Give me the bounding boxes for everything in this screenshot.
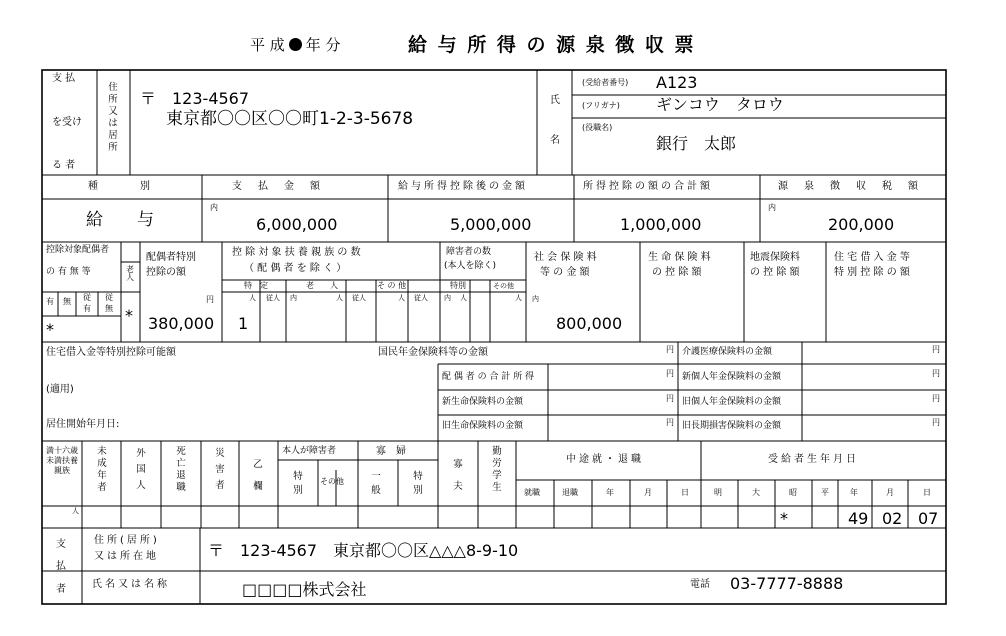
value-tokutei: 1	[238, 314, 249, 333]
header-life-2: の 控 除 額	[652, 267, 702, 278]
payer-tel: 03-7777-8888	[730, 574, 844, 593]
other-junin: 従人	[414, 294, 428, 302]
header-self-disabled: 本人が障害者	[282, 446, 337, 456]
title-era: 平 成 年 分	[250, 36, 341, 54]
spouse-income-yen: 円	[666, 369, 674, 378]
header-tokutei: 特 定	[244, 281, 268, 290]
spouse-ari: 有	[46, 297, 54, 306]
payer-label-3: 者	[56, 584, 66, 595]
birth-month: 02	[882, 509, 903, 528]
new-pension-yen: 円	[932, 369, 940, 378]
header-dependents-1: 控 除 対 象 扶 養 親 族 の 数	[232, 247, 361, 258]
payer-name-label: 氏名又は名称	[92, 579, 170, 590]
payer-tel-label: 電話	[690, 579, 710, 590]
header-life-1: 生 命 保 険 料	[648, 252, 711, 263]
tax-uchi: 内	[768, 203, 776, 212]
header-minor: 未成年者	[97, 446, 107, 493]
start-date-label: 居住開始年月日:	[46, 419, 120, 430]
header-midyear: 中途就・退職	[566, 454, 644, 465]
header-withholding: 源 泉 徴 収 税 額	[778, 181, 921, 192]
tekiyo-label: (適用)	[46, 384, 74, 395]
header-heisei: 平	[821, 488, 829, 497]
header-quake-2: の 控 除 額	[750, 267, 800, 278]
showa-mark: *	[780, 509, 788, 528]
old-pension-label: 旧個人年金保険料の金額	[682, 397, 782, 407]
page-title: 給 与 所 得 の 源 泉 徴 収 票	[408, 34, 696, 56]
old-long-label: 旧長期損害保険料の金額	[682, 421, 782, 431]
recipient-label-bot: る 者	[52, 160, 76, 171]
rojin-uchi: 内	[290, 294, 297, 302]
header-disabled-2: (本人を除く)	[444, 261, 497, 271]
header-widow-ippan: 一般	[371, 471, 381, 496]
header-spouse-2: の 有 無 等	[46, 267, 91, 277]
header-birth-day: 日	[923, 488, 931, 497]
new-life-label: 新生命保険料の金額	[442, 397, 524, 407]
birth-year: 49	[848, 509, 869, 528]
header-disabled-1: 障害者の数	[446, 247, 492, 257]
header-house-2: 特 別 控 除 の 額	[834, 267, 910, 278]
header-birth-year: 年	[850, 488, 858, 497]
value-spouse-special: 380,000	[148, 314, 215, 333]
header-dis-tokubetsu: 特別	[450, 281, 466, 290]
header-widow: 寡 婦	[376, 446, 406, 457]
housing-possible-label: 住宅借入金等特別控除可能額	[46, 347, 176, 358]
tokutei-nin: 人	[249, 294, 256, 302]
header-meiji: 明	[714, 488, 722, 497]
era-year-dot	[289, 38, 302, 51]
recipient-label-top: 支 払	[52, 73, 76, 84]
ju-nashi: 従無	[105, 293, 113, 313]
header-birth-month: 月	[886, 488, 894, 497]
social-uchi: 内	[532, 295, 539, 303]
value-social: 800,000	[556, 314, 623, 333]
payment-uchi: 内	[210, 203, 218, 212]
header-mid-month: 月	[644, 488, 652, 497]
header-shushoku: 就職	[524, 488, 540, 497]
header-self-tokubetsu: 特別	[293, 471, 303, 496]
recipient-id-label: (受給者番号)	[582, 78, 629, 87]
recipient-id-value: A123	[656, 73, 698, 92]
name-label-1: 氏	[550, 95, 560, 106]
header-foreign: 外国人	[136, 448, 146, 491]
furigana-value: ギンコウ タロウ	[656, 95, 784, 114]
value-withholding: 200,000	[828, 215, 895, 234]
header-widow-tokubetsu: 特別	[413, 471, 423, 496]
recipient-address: 東京都〇〇区〇〇町1-2-3-5678	[166, 109, 414, 129]
header-spouse-1: 控除対象配偶者	[46, 245, 110, 255]
header-widower: 寡夫	[453, 459, 463, 492]
recipient-postal: 〒 123-4567	[140, 89, 250, 108]
value-payment: 6,000,000	[256, 215, 338, 234]
spouse-special-yen: 円	[206, 295, 214, 304]
post-label: (役職名)	[582, 123, 613, 132]
dis-nin-1: 人	[460, 294, 467, 302]
header-birth: 受給者生年月日	[768, 454, 859, 465]
header-student: 勤労学生	[492, 446, 502, 493]
dis-nin-2: 人	[515, 294, 522, 302]
dis-uchi: 内	[444, 294, 451, 302]
header-dependents-2: （ 配 偶 者 を 除 く ）	[244, 263, 347, 274]
header-disaster: 災害者	[215, 448, 225, 491]
header-dep-other: そ の 他	[377, 281, 407, 290]
minor-nin: 人	[72, 507, 79, 515]
payer-address-label-2: 又は所在地	[94, 551, 159, 562]
header-otsu: 乙欄	[253, 459, 263, 492]
header-self-sonota: その他	[320, 477, 344, 486]
header-social-2: 等 の 金 額	[540, 267, 590, 278]
other-nin: 人	[398, 294, 405, 302]
furigana-label: (フリガナ)	[582, 101, 620, 110]
rojin-mark: *	[125, 306, 133, 325]
rojin-nin: 人	[336, 294, 343, 302]
kaigo-label: 介護医療保険料の金額	[682, 347, 773, 357]
name-label-2: 名	[550, 135, 560, 146]
header-dis-other: その他	[493, 282, 514, 290]
header-spouse-special-2: 控除の額	[146, 267, 186, 278]
header-showa: 昭	[789, 488, 797, 497]
tokutei-junin: 従人	[266, 294, 280, 302]
spouse-income-label: 配 偶 者 の 合 計 所 得	[442, 372, 535, 382]
header-taishoku: 退職	[562, 488, 578, 497]
header-dep-rojin: 老 人	[306, 281, 338, 290]
kokumin-label: 国民年金保険料等の金額	[378, 347, 488, 358]
header-quake-1: 地震保険料	[750, 252, 800, 263]
ju-ari: 従有	[83, 293, 91, 313]
spouse-nashi: 無	[63, 297, 71, 306]
old-pension-yen: 円	[932, 394, 940, 403]
birth-day: 07	[918, 509, 939, 528]
header-deduction-total: 所得控除の額の合計額	[583, 181, 713, 192]
recipient-label-mid: を受け	[52, 117, 82, 128]
old-life-yen: 円	[666, 418, 674, 427]
header-mid-year: 年	[606, 488, 614, 497]
rojin-junin: 従人	[352, 294, 366, 302]
payer-name: □□□□株式会社	[242, 580, 367, 599]
header-death: 死亡退職	[176, 446, 186, 493]
kokumin-yen: 円	[666, 345, 674, 354]
old-life-label: 旧生命保険料の金額	[442, 421, 524, 431]
value-deduction-total: 1,000,000	[620, 215, 702, 234]
header-mid-day: 日	[681, 488, 689, 497]
payer-label-2: 払	[56, 561, 66, 572]
old-long-yen: 円	[932, 418, 940, 427]
value-shubetsu: 給 与	[86, 210, 154, 230]
payer-label-1: 支	[56, 539, 66, 550]
header-spouse-special-1: 配偶者特別	[146, 252, 196, 263]
payer-address-label-1: 住所(居所)	[94, 535, 160, 546]
header-payment: 支 払 金 額	[232, 181, 323, 192]
spouse-mark: *	[46, 320, 54, 339]
header-house-1: 住 宅 借 入 金 等	[834, 252, 910, 263]
address-label: 住所又は居所	[108, 82, 118, 153]
header-social-1: 社 会 保 険 料	[534, 252, 597, 263]
header-minor-fuyou: 満十六歳未満扶養親族	[46, 446, 78, 475]
payer-address: 〒 123-4567 東京都〇〇区△△△8-9-10	[208, 541, 519, 560]
header-taisho: 大	[752, 488, 760, 497]
header-rojin: 老人	[126, 265, 134, 282]
new-life-yen: 円	[666, 394, 674, 403]
recipient-name: 銀行 太郎	[656, 134, 737, 153]
header-after-deduction: 給与所得控除後の金額	[398, 181, 528, 192]
value-after-deduction: 5,000,000	[450, 215, 532, 234]
new-pension-label: 新個人年金保険料の金額	[682, 372, 782, 382]
header-shubetsu: 種 別	[88, 181, 153, 192]
kaigo-yen: 円	[932, 345, 940, 354]
